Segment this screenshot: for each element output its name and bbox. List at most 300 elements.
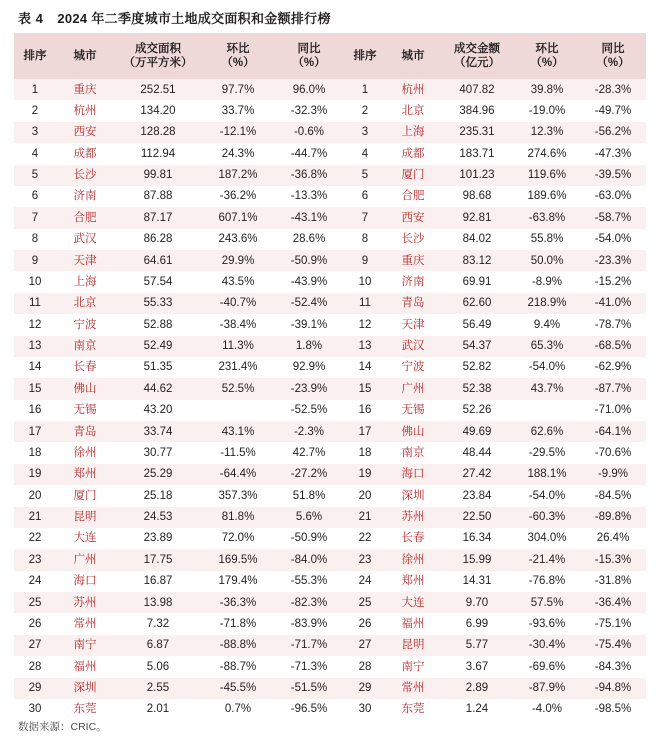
table-row: [14, 250, 344, 271]
cell-city: 北京: [56, 293, 114, 314]
cell-rank: 28: [14, 656, 56, 677]
cell-yoy: -75.4%: [580, 635, 646, 656]
cell-mom: 218.9%: [514, 293, 580, 314]
cell-rank: 20: [14, 485, 56, 506]
cell-city: 武汉: [386, 336, 440, 357]
cell-rank: 18: [344, 442, 386, 463]
cell-value: 9.70: [440, 592, 514, 613]
cell-value: 1.24: [440, 699, 514, 720]
cell-value: 15.99: [440, 549, 514, 570]
cell-rank: 9: [344, 250, 386, 271]
cell-value: 5.06: [114, 656, 202, 677]
cell-mom: 24.3%: [202, 143, 274, 164]
cell-mom: 50.0%: [514, 250, 580, 271]
table-row: [14, 442, 344, 463]
cell-rank: 14: [14, 357, 56, 378]
table-caption: [14, 0, 646, 33]
header-rank-line1: 排序: [353, 49, 377, 62]
cell-value: 27.42: [440, 464, 514, 485]
table-row: [344, 79, 646, 100]
cell-rank: 20: [344, 485, 386, 506]
cell-value: 183.71: [440, 143, 514, 164]
table-row: [344, 271, 646, 292]
table-row: [344, 507, 646, 528]
table-row: [14, 485, 344, 506]
cell-mom: -36.3%: [202, 592, 274, 613]
cell-rank: 5: [14, 165, 56, 186]
header-rank-line1: 排序: [23, 49, 47, 62]
cell-city: 上海: [386, 122, 440, 143]
cell-city: 南京: [386, 442, 440, 463]
cell-yoy: 1.8%: [274, 336, 344, 357]
cell-mom: 243.6%: [202, 229, 274, 250]
cell-value: 83.12: [440, 250, 514, 271]
cell-mom: -71.8%: [202, 613, 274, 634]
cell-mom: -40.7%: [202, 293, 274, 314]
cell-yoy: 26.4%: [580, 528, 646, 549]
cell-mom: 231.4%: [202, 357, 274, 378]
header-rank: [344, 33, 386, 79]
cell-city: 杭州: [386, 79, 440, 100]
cell-city: 佛山: [386, 421, 440, 442]
table-row: [344, 678, 646, 699]
cell-mom: 52.5%: [202, 378, 274, 399]
cell-mom: 62.6%: [514, 421, 580, 442]
cell-value: 87.17: [114, 207, 202, 228]
cell-value: 252.51: [114, 79, 202, 100]
cell-yoy: -82.3%: [274, 592, 344, 613]
table-row: [14, 357, 344, 378]
cell-yoy: -87.7%: [580, 378, 646, 399]
cell-mom: 274.6%: [514, 143, 580, 164]
table-header-row: [344, 33, 646, 79]
table-row: [344, 613, 646, 634]
header-yoy-line2: （%）: [292, 57, 326, 69]
cell-rank: 27: [344, 635, 386, 656]
cell-city: 厦门: [56, 485, 114, 506]
cell-city: 苏州: [386, 507, 440, 528]
cell-yoy: -84.3%: [580, 656, 646, 677]
cell-mom: 187.2%: [202, 165, 274, 186]
header-city-line1: 城市: [401, 49, 425, 62]
table-row: [344, 400, 646, 421]
table-row: [344, 592, 646, 613]
cell-city: 长沙: [386, 229, 440, 250]
cell-value: 22.50: [440, 507, 514, 528]
table-row: [14, 421, 344, 442]
table-row: [344, 442, 646, 463]
cell-rank: 9: [14, 250, 56, 271]
cell-rank: 19: [14, 464, 56, 485]
cell-rank: 23: [344, 549, 386, 570]
header-amount: [440, 33, 514, 79]
cell-rank: 15: [14, 378, 56, 399]
cell-rank: 16: [14, 400, 56, 421]
cell-mom: -54.0%: [514, 357, 580, 378]
cell-yoy: -55.3%: [274, 571, 344, 592]
cell-rank: 22: [14, 528, 56, 549]
cell-yoy: -89.8%: [580, 507, 646, 528]
cell-city: 长沙: [56, 165, 114, 186]
cell-mom: -4.0%: [514, 699, 580, 720]
cell-city: 济南: [386, 271, 440, 292]
header-area-line1: 成交面积: [135, 42, 181, 55]
table-row: [14, 336, 344, 357]
cell-city: 郑州: [386, 571, 440, 592]
table-row: [14, 100, 344, 121]
table-row: [14, 400, 344, 421]
cell-mom: 65.3%: [514, 336, 580, 357]
cell-city: 常州: [386, 678, 440, 699]
cell-city: 深圳: [56, 678, 114, 699]
table-row: [14, 143, 344, 164]
header-area: [114, 33, 202, 79]
table-row: [14, 507, 344, 528]
cell-value: 49.69: [440, 421, 514, 442]
table-row: [14, 571, 344, 592]
cell-rank: 2: [14, 100, 56, 121]
cell-rank: 27: [14, 635, 56, 656]
cell-rank: 6: [14, 186, 56, 207]
cell-rank: 21: [344, 507, 386, 528]
cell-yoy: -84.0%: [274, 549, 344, 570]
cell-yoy: -52.4%: [274, 293, 344, 314]
header-area-line2: （万平方米）: [123, 57, 193, 69]
cell-yoy: -44.7%: [274, 143, 344, 164]
cell-yoy: -23.3%: [580, 250, 646, 271]
cell-value: 52.49: [114, 336, 202, 357]
header-amount-line1: 成交金额: [454, 42, 500, 55]
table-row: [344, 250, 646, 271]
cell-rank: 15: [344, 378, 386, 399]
cell-rank: 25: [344, 592, 386, 613]
header-yoy-line1: 同比: [297, 42, 321, 55]
cell-mom: -12.1%: [202, 122, 274, 143]
header-yoy-line1: 同比: [601, 42, 625, 55]
table-row: [344, 186, 646, 207]
cell-value: 23.84: [440, 485, 514, 506]
cell-yoy: -43.1%: [274, 207, 344, 228]
cell-yoy: 5.6%: [274, 507, 344, 528]
cell-value: 43.20: [114, 400, 202, 421]
cell-mom: 607.1%: [202, 207, 274, 228]
cell-yoy: -71.3%: [274, 656, 344, 677]
cell-city: 重庆: [386, 250, 440, 271]
cell-value: 14.31: [440, 571, 514, 592]
cell-rank: 8: [344, 229, 386, 250]
cell-mom: 43.7%: [514, 378, 580, 399]
cell-city: 徐州: [386, 549, 440, 570]
cell-yoy: -83.9%: [274, 613, 344, 634]
cell-yoy: -75.1%: [580, 613, 646, 634]
cell-city: 长春: [56, 357, 114, 378]
cell-city: 合肥: [386, 186, 440, 207]
cell-city: 海口: [386, 464, 440, 485]
cell-mom: -69.6%: [514, 656, 580, 677]
header-yoy-line2: （%）: [596, 57, 630, 69]
table-row: [14, 378, 344, 399]
table-header-row: [14, 33, 344, 79]
cell-yoy: 42.7%: [274, 442, 344, 463]
cell-yoy: -58.7%: [580, 207, 646, 228]
cell-city: 西安: [56, 122, 114, 143]
cell-mom: 119.6%: [514, 165, 580, 186]
header-rank: [14, 33, 56, 79]
cell-value: 86.28: [114, 229, 202, 250]
cell-yoy: -39.1%: [274, 314, 344, 335]
cell-value: 2.55: [114, 678, 202, 699]
cell-rank: 23: [14, 549, 56, 570]
cell-mom: 55.8%: [514, 229, 580, 250]
table-row: [344, 656, 646, 677]
cell-yoy: -27.2%: [274, 464, 344, 485]
table-row: [14, 229, 344, 250]
cell-rank: 16: [344, 400, 386, 421]
cell-yoy: -98.5%: [580, 699, 646, 720]
cell-value: 52.38: [440, 378, 514, 399]
cell-yoy: -9.9%: [580, 464, 646, 485]
cell-yoy: 92.9%: [274, 357, 344, 378]
cell-value: 134.20: [114, 100, 202, 121]
cell-yoy: -15.2%: [580, 271, 646, 292]
cell-city: 天津: [56, 250, 114, 271]
cell-city: 徐州: [56, 442, 114, 463]
cell-rank: 7: [14, 207, 56, 228]
table-row: [14, 207, 344, 228]
cell-value: 54.37: [440, 336, 514, 357]
cell-rank: 11: [14, 293, 56, 314]
table-row: [344, 122, 646, 143]
cell-rank: 26: [344, 613, 386, 634]
cell-value: 48.44: [440, 442, 514, 463]
cell-rank: 8: [14, 229, 56, 250]
cell-rank: 21: [14, 507, 56, 528]
cell-city: 合肥: [56, 207, 114, 228]
table-row: [344, 485, 646, 506]
cell-mom: [202, 400, 274, 421]
cell-city: 无锡: [386, 400, 440, 421]
cell-value: 33.74: [114, 421, 202, 442]
cell-value: 52.82: [440, 357, 514, 378]
header-mom: [514, 33, 580, 79]
cell-city: 广州: [56, 549, 114, 570]
cell-value: 6.99: [440, 613, 514, 634]
cell-value: 25.18: [114, 485, 202, 506]
cell-mom: -64.4%: [202, 464, 274, 485]
cell-city: 成都: [386, 143, 440, 164]
cell-yoy: 96.0%: [274, 79, 344, 100]
cell-mom: -76.8%: [514, 571, 580, 592]
header-mom-line2: （%）: [221, 57, 255, 69]
cell-yoy: -56.2%: [580, 122, 646, 143]
cell-value: 6.87: [114, 635, 202, 656]
cell-city: 天津: [386, 314, 440, 335]
cell-value: 69.91: [440, 271, 514, 292]
table-row: [14, 293, 344, 314]
cell-yoy: -71.7%: [274, 635, 344, 656]
cell-mom: -29.5%: [514, 442, 580, 463]
cell-mom: 81.8%: [202, 507, 274, 528]
cell-city: 厦门: [386, 165, 440, 186]
cell-rank: 4: [344, 143, 386, 164]
cell-mom: -21.4%: [514, 549, 580, 570]
cell-mom: 72.0%: [202, 528, 274, 549]
cell-yoy: -78.7%: [580, 314, 646, 335]
cell-value: 235.31: [440, 122, 514, 143]
cell-value: 51.35: [114, 357, 202, 378]
cell-yoy: -2.3%: [274, 421, 344, 442]
cell-yoy: 28.6%: [274, 229, 344, 250]
cell-rank: 12: [344, 314, 386, 335]
cell-rank: 30: [14, 699, 56, 720]
cell-yoy: -94.8%: [580, 678, 646, 699]
cell-value: 5.77: [440, 635, 514, 656]
cell-value: 16.87: [114, 571, 202, 592]
cell-value: 112.94: [114, 143, 202, 164]
header-yoy: [274, 33, 344, 79]
cell-yoy: -39.5%: [580, 165, 646, 186]
cell-rank: 29: [14, 678, 56, 699]
cell-city: 广州: [386, 378, 440, 399]
table-row: [344, 143, 646, 164]
table-row: [14, 613, 344, 634]
cell-yoy: -50.9%: [274, 250, 344, 271]
cell-city: 佛山: [56, 378, 114, 399]
cell-value: 13.98: [114, 592, 202, 613]
cell-value: 98.68: [440, 186, 514, 207]
cell-rank: 29: [344, 678, 386, 699]
cell-mom: -54.0%: [514, 485, 580, 506]
table-row: [344, 571, 646, 592]
cell-rank: 6: [344, 186, 386, 207]
cell-mom: 357.3%: [202, 485, 274, 506]
table-row: [14, 464, 344, 485]
cell-mom: 57.5%: [514, 592, 580, 613]
table-row: [14, 186, 344, 207]
cell-city: 福州: [386, 613, 440, 634]
cell-rank: 10: [344, 271, 386, 292]
cell-mom: 304.0%: [514, 528, 580, 549]
header-mom: [202, 33, 274, 79]
cell-value: 25.29: [114, 464, 202, 485]
cell-mom: 0.7%: [202, 699, 274, 720]
cell-value: 384.96: [440, 100, 514, 121]
table-title: 2024 年二季度城市土地成交面积和金额排行榜: [57, 11, 331, 26]
cell-rank: 22: [344, 528, 386, 549]
cell-rank: 13: [14, 336, 56, 357]
cell-mom: -45.5%: [202, 678, 274, 699]
cell-mom: -88.7%: [202, 656, 274, 677]
cell-rank: 18: [14, 442, 56, 463]
table-row: [14, 678, 344, 699]
cell-rank: 1: [344, 79, 386, 100]
cell-city: 南宁: [386, 656, 440, 677]
cell-city: 大连: [386, 592, 440, 613]
cell-city: 宁波: [386, 357, 440, 378]
table-row: [344, 549, 646, 570]
cell-mom: -11.5%: [202, 442, 274, 463]
cell-value: 23.89: [114, 528, 202, 549]
cell-value: 44.62: [114, 378, 202, 399]
cell-yoy: -64.1%: [580, 421, 646, 442]
cell-yoy: -52.5%: [274, 400, 344, 421]
cell-value: 7.32: [114, 613, 202, 634]
cell-city: 北京: [386, 100, 440, 121]
cell-mom: -38.4%: [202, 314, 274, 335]
cell-city: 上海: [56, 271, 114, 292]
cell-yoy: -36.8%: [274, 165, 344, 186]
cell-city: 青岛: [56, 421, 114, 442]
cell-value: 55.33: [114, 293, 202, 314]
cell-rank: 30: [344, 699, 386, 720]
cell-yoy: 51.8%: [274, 485, 344, 506]
cell-yoy: -49.7%: [580, 100, 646, 121]
header-city: [386, 33, 440, 79]
cell-mom: [514, 400, 580, 421]
cell-city: 重庆: [56, 79, 114, 100]
table-row: [14, 528, 344, 549]
cell-city: 武汉: [56, 229, 114, 250]
cell-city: 昆明: [56, 507, 114, 528]
header-mom-line1: 环比: [226, 42, 250, 55]
table-row: [344, 464, 646, 485]
cell-city: 南京: [56, 336, 114, 357]
cell-mom: -19.0%: [514, 100, 580, 121]
tables-container: [14, 33, 646, 720]
cell-yoy: -15.3%: [580, 549, 646, 570]
cell-value: 99.81: [114, 165, 202, 186]
cell-yoy: -71.0%: [580, 400, 646, 421]
cell-rank: 25: [14, 592, 56, 613]
cell-city: 海口: [56, 571, 114, 592]
cell-value: 84.02: [440, 229, 514, 250]
table-row: [14, 592, 344, 613]
table-row: [14, 635, 344, 656]
cell-mom: -93.6%: [514, 613, 580, 634]
cell-value: 24.53: [114, 507, 202, 528]
cell-yoy: -96.5%: [274, 699, 344, 720]
cell-rank: 13: [344, 336, 386, 357]
cell-city: 无锡: [56, 400, 114, 421]
cell-yoy: -47.3%: [580, 143, 646, 164]
cell-value: 64.61: [114, 250, 202, 271]
header-mom-line1: 环比: [535, 42, 559, 55]
cell-rank: 19: [344, 464, 386, 485]
table-row: [14, 314, 344, 335]
cell-yoy: -43.9%: [274, 271, 344, 292]
cell-city: 成都: [56, 143, 114, 164]
cell-mom: -63.8%: [514, 207, 580, 228]
cell-city: 宁波: [56, 314, 114, 335]
table-row: [14, 122, 344, 143]
cell-value: 128.28: [114, 122, 202, 143]
table-row: [344, 421, 646, 442]
cell-city: 深圳: [386, 485, 440, 506]
cell-value: 92.81: [440, 207, 514, 228]
cell-rank: 2: [344, 100, 386, 121]
land-area-ranking-table: [14, 33, 344, 720]
table-row: [344, 100, 646, 121]
cell-mom: -36.2%: [202, 186, 274, 207]
cell-value: 62.60: [440, 293, 514, 314]
cell-city: 郑州: [56, 464, 114, 485]
cell-yoy: -70.6%: [580, 442, 646, 463]
cell-mom: 9.4%: [514, 314, 580, 335]
table-row: [344, 229, 646, 250]
header-yoy: [580, 33, 646, 79]
table-row: [344, 635, 646, 656]
cell-mom: 97.7%: [202, 79, 274, 100]
